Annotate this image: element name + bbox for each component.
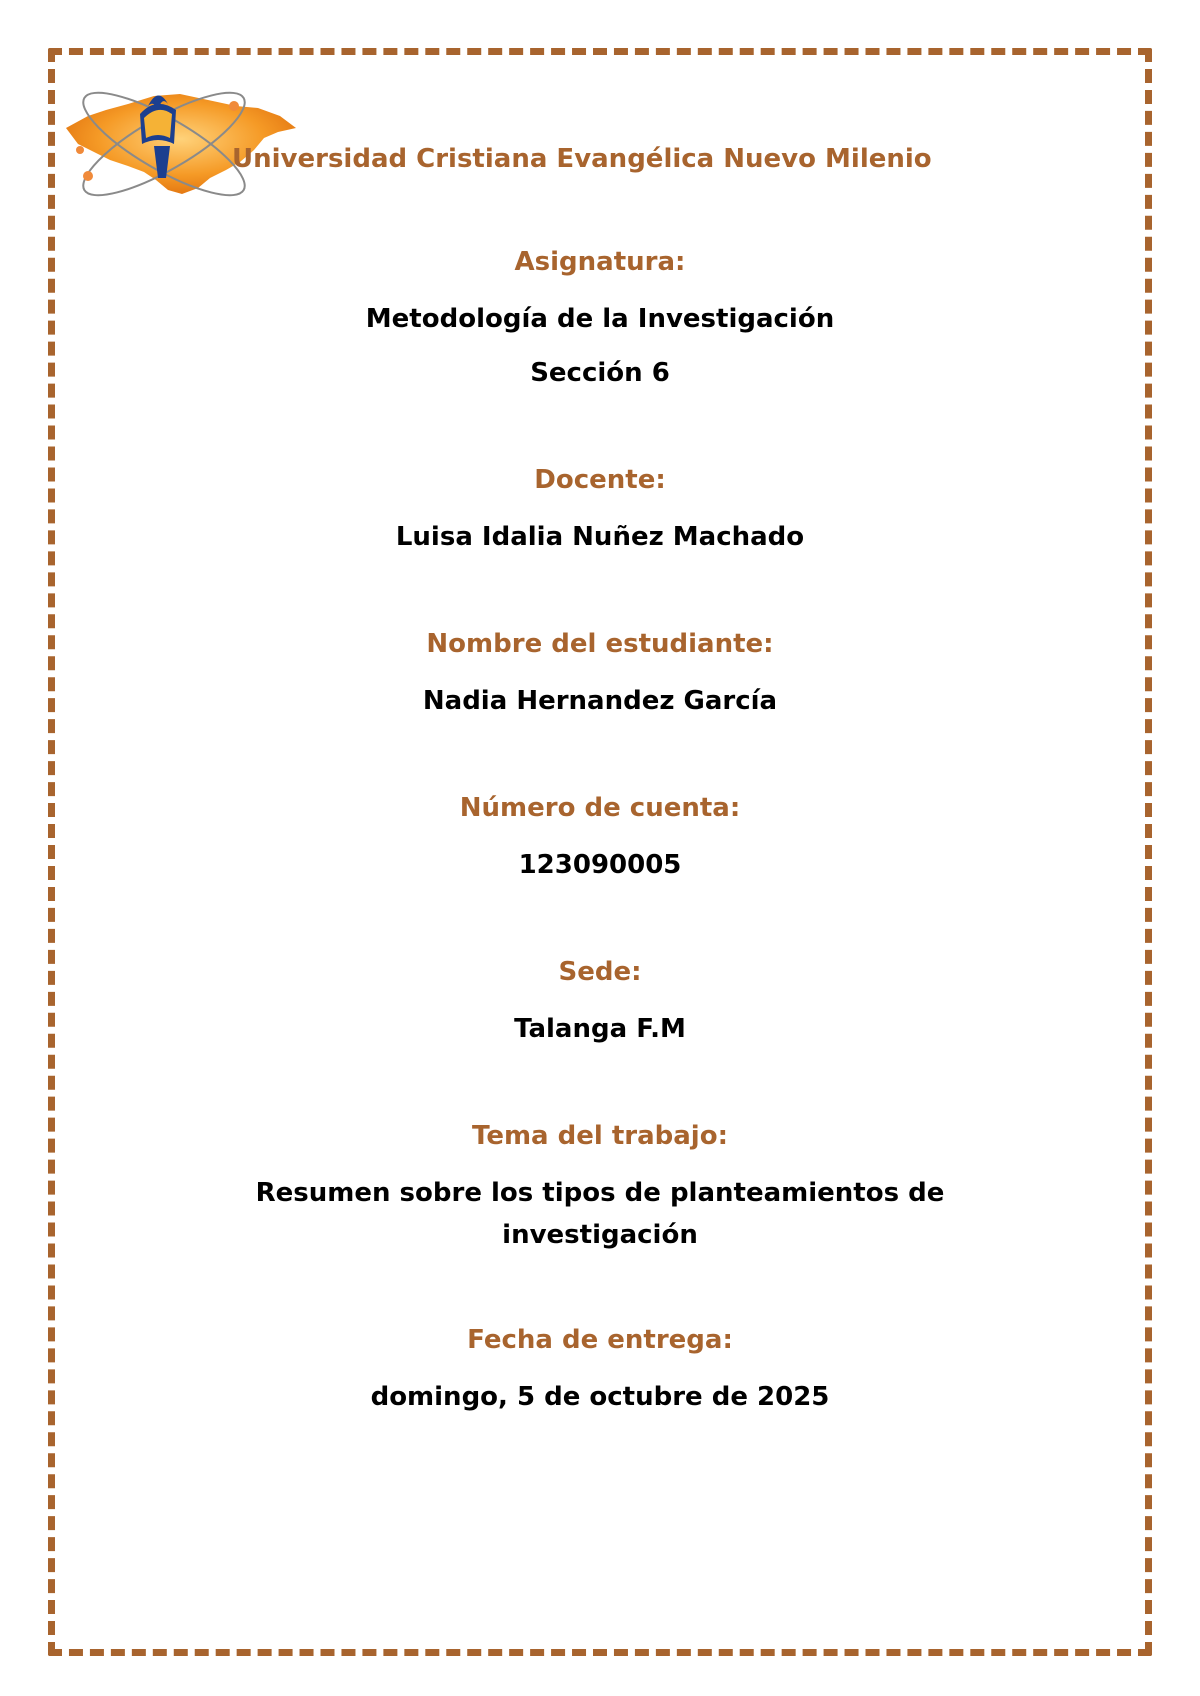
asignatura-value: Metodología de la Investigación (365, 304, 835, 334)
cuenta-label: Número de cuenta: (459, 793, 741, 823)
cuenta-value: 123090005 (518, 850, 682, 880)
university-name: Universidad Cristiana Evangélica Nuevo Milenio (232, 144, 932, 174)
asignatura-label: Asignatura: (514, 247, 686, 277)
seccion-value: Sección 6 (530, 358, 670, 388)
tema-value-line2: investigación (502, 1220, 698, 1250)
sede-value: Talanga F.M (514, 1014, 686, 1044)
tema-value-line1: Resumen sobre los tipos de planteamientos de (255, 1178, 945, 1208)
docente-label: Docente: (534, 465, 666, 495)
fecha-value: domingo, 5 de octubre de 2025 (370, 1382, 830, 1412)
estudiante-label: Nombre del estudiante: (426, 629, 774, 659)
tema-label: Tema del trabajo: (472, 1121, 728, 1151)
sede-label: Sede: (558, 957, 642, 987)
fecha-label: Fecha de entrega: (467, 1325, 733, 1355)
docente-value: Luisa Idalia Nuñez Machado (395, 522, 805, 552)
estudiante-value: Nadia Hernandez García (422, 686, 778, 716)
